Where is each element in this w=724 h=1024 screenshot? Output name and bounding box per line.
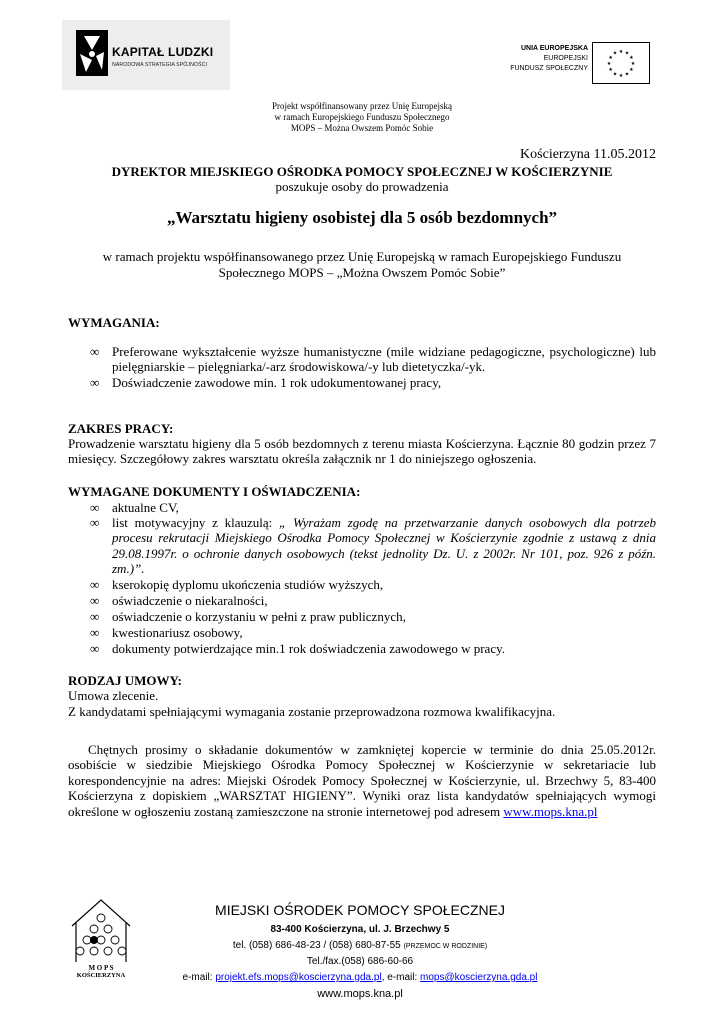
document-item [90,515,656,577]
director-heading: DYREKTOR MIEJSKIEGO OŚRODKA POMOCY SPOŁECZNEJ W KOŚCIERZYNIE [111,164,613,179]
eu-logo-line1: UNIA EUROPEJSKA [520,45,588,52]
footer-email-mops-link[interactable]: mops@koscierzyna.gda.pl [420,972,538,983]
eu-flag-icon [592,42,650,84]
eu-star-icon: ★ [630,61,636,67]
document-text-prefix: list motywacyjny z klauzulą: [112,515,280,530]
project-note-line: w ramach Europejskiego Funduszu Społecznego [274,112,450,122]
footer-emails [140,972,580,983]
eu-logo-line3: FUNDUSZ SPOŁECZNY [510,65,588,72]
scope-text: Prowadzenie warsztatu higieny dla 5 osób bezdomnych z terenu miasta Kościerzyna. Łącznie 80 godzin przez 7 miesięcy. Szczegółowy zakres warsztatu określa załącznik nr 1 do niniejszego ogłoszenia. [68,436,656,467]
eu-star-icon: ★ [608,67,613,73]
project-note [0,101,724,134]
contract-heading: RODZAJ UMOWY: [68,673,182,688]
document-date: Kościerzyna 11.05.2012 [520,147,656,162]
mops-logo [68,896,134,982]
eu-logo-text [498,44,588,74]
eu-star-icon: ★ [618,49,624,55]
footer-phones [140,940,580,951]
infinity-bullet-icon: ∞ [90,609,100,624]
footer-telfax: Tel./fax.(058) 686-60-66 [306,956,414,967]
eu-star-icon: ★ [608,55,613,61]
requirement-text: Doświadczenie zawodowe min. 1 rok udokumentowanej pracy, [112,375,442,390]
footer-email-project-link[interactable]: projekt.efs.mops@koscierzyna.gda.pl [215,972,382,983]
footer-org-name: MIEJSKI OŚRODEK POMOCY SPOŁECZNEJ [215,902,505,918]
document-item [90,641,656,656]
infinity-bullet-icon: ∞ [90,515,100,530]
document-item [90,500,656,515]
document-text: oświadczenie o korzystaniu w pełni z praw publicznych, [112,609,406,624]
footer-email-label: e-mail: [182,972,216,983]
requirement-item [90,375,656,390]
kapital-ludzki-subtitle: NARODOWA STRATEGIA SPÓJNOŚCI [112,62,208,68]
infinity-bullet-icon: ∞ [90,375,100,390]
website-link[interactable]: www.mops.kna.pl [503,803,598,819]
eu-star-icon: ★ [612,50,618,57]
mops-logo-city: KOŚCIERZYNA [76,972,126,979]
project-note-line: Projekt współfinansowany przez Unię Europejską [272,101,452,111]
seeks-line: poszukuje osoby do prowadzenia [275,179,449,194]
consent-clause: „ Wyrażam zgodę na przetwarzanie danych osobowych dla potrzeb procesu rekrutacji Miejskiego Ośrodka Pomocy Społecznej w Kościerzynie zgodnie z ustawą z dnia 29.08.1997r. o ochronie danych osobowych (tekst jednolity Dz. U. z 2002r. Nr 101, poz. 926 z późn. zm.)”. [112,515,656,577]
contract-interview: Z kandydatami spełniającymi wymagania zostanie przeprowadzona rozmowa kwalifikacyjna. [68,704,556,719]
requirements-heading: WYMAGANIA: [68,315,160,330]
eu-star-icon: ★ [624,71,630,78]
document-item [90,593,656,608]
house-circles-icon [68,896,134,966]
infinity-bullet-icon: ∞ [90,593,100,608]
document-text: oświadczenie o niekaralności, [112,593,268,608]
intro-line-1: w ramach projektu współfinansowanego przez Unię Europejską w ramach Europejskiego Funduszu [102,249,622,264]
document-text: kwestionariusz osobowy, [112,625,243,640]
footer-phone-note: (PRZEMOC W RODZINIE) [403,943,488,950]
infinity-bullet-icon: ∞ [90,641,100,656]
kapital-ludzki-logo [62,20,230,90]
document-item [90,577,656,592]
document-text: dokumenty potwierdzające min.1 rok doświadczenia zawodowego w pracy. [112,641,505,656]
contract-type: Umowa zlecenie. [68,688,159,703]
document-item [90,609,656,624]
infinity-bullet-icon: ∞ [90,500,100,515]
mops-logo-text: M O P S [88,964,114,972]
footer-phone-main: tel. (058) 686-48-23 / (058) 680-87-55 [232,940,404,951]
document-text [112,515,656,577]
project-note-line: MOPS – Można Owszem Pomóc Sobie [290,123,434,133]
eu-star-icon: ★ [606,61,612,67]
eu-logo [498,38,650,86]
document-item [90,625,656,640]
document-text: kserokopię dyplomu ukończenia studiów wyższych, [112,577,384,592]
closing-text: Chętnych prosimy o składanie dokumentów w zamkniętej kopercie w terminie do dnia 25.05.2012r. osobiście w siedzibie Miejskiego Ośrodka Pomocy Społecznej w Kościerzynie w sekretariacie lub korespondencyjnie na adres: Miejski Ośrodek Pomocy Społecznej w Kościerzynie, ul. Brzechwy 5, 83-400 Kościerzyna z dopiskiem „WARSZTAT HIGIENY”. Wyniki oraz lista kandydatów spełniających wymogi określone w ogłoszeniu zostaną zamieszczone na stronie internetowej pod adresem [68,742,656,819]
footer-address: 83-400 Kościerzyna, ul. J. Brzechwy 5 [270,924,450,935]
intro-line-2: Społecznego MOPS – „Można Owszem Pomóc Sobie” [218,265,506,280]
infinity-bullet-icon: ∞ [90,625,100,640]
infinity-bullet-icon: ∞ [90,577,100,592]
footer-email-separator: , e-mail: [381,972,421,983]
eu-logo-line2: EUROPEJSKI [543,55,588,62]
requirement-text: Preferowane wykształcenie wyższe humanistyczne (mile widziane pedagogiczne, psychologiczne) lub pielęgniarskie – pielęgniarka/-arz środowiskowa/-y lub dietetyczka/-yk. [112,344,656,375]
footer-website: www.mops.kna.pl [317,988,403,1000]
eu-star-icon: ★ [612,71,618,78]
kapital-ludzki-emblem-icon [76,30,108,76]
eu-star-icon: ★ [618,73,624,79]
eu-star-icon: ★ [629,55,634,61]
kapital-ludzki-title: KAPITAŁ LUDZKI [112,45,214,59]
requirement-item [90,344,656,375]
closing-paragraph [68,742,656,819]
documents-heading: WYMAGANE DOKUMENTY I OŚWIADCZENIA: [68,484,361,499]
scope-heading: ZAKRES PRACY: [68,421,174,436]
page-title: „Warsztatu higieny osobistej dla 5 osób bezdomnych” [166,208,558,227]
eu-star-icon: ★ [629,67,634,73]
eu-star-icon: ★ [624,50,630,57]
document-text: aktualne CV, [112,500,179,515]
infinity-bullet-icon: ∞ [90,344,100,359]
